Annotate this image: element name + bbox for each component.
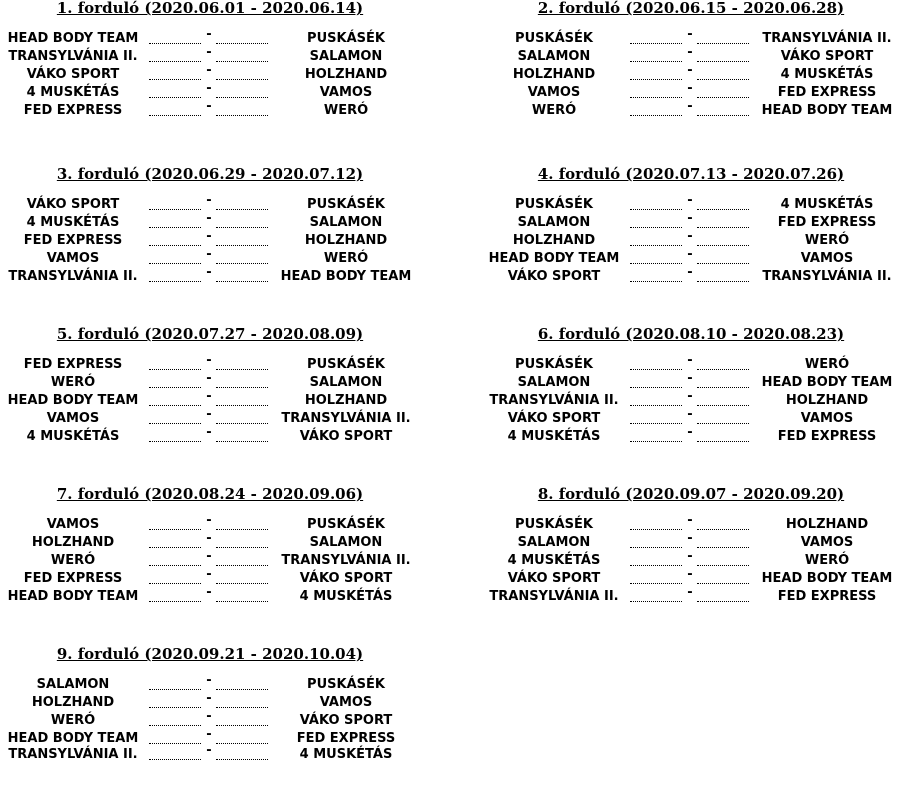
home-score-field bbox=[149, 209, 201, 210]
home-score-field bbox=[630, 97, 682, 98]
away-team: TRANSYLVÁNIA II. bbox=[762, 31, 892, 46]
home-score-field bbox=[149, 245, 201, 246]
home-score-field bbox=[630, 115, 682, 116]
home-score-field bbox=[630, 547, 682, 548]
home-score-field bbox=[149, 281, 201, 282]
home-team: HOLZHAND bbox=[512, 67, 596, 82]
round-9 bbox=[0, 646, 440, 786]
round-3 bbox=[0, 166, 440, 306]
home-score-field bbox=[149, 689, 201, 690]
home-score-field bbox=[149, 263, 201, 264]
home-score-field bbox=[149, 529, 201, 530]
away-score-field bbox=[216, 115, 268, 116]
home-score-field bbox=[149, 227, 201, 228]
round-title: 8. forduló (2020.09.07 - 2020.09.20) bbox=[537, 485, 845, 503]
home-team: 4 MUSKÉTÁS bbox=[26, 85, 120, 100]
score-separator: - bbox=[687, 549, 693, 564]
away-score-field bbox=[697, 263, 749, 264]
away-score-field bbox=[697, 583, 749, 584]
home-score-field bbox=[630, 405, 682, 406]
away-score-field bbox=[216, 405, 268, 406]
score-separator: - bbox=[687, 425, 693, 440]
match-row bbox=[0, 353, 440, 374]
home-team: FED EXPRESS bbox=[23, 103, 123, 118]
home-team: VÁKO SPORT bbox=[26, 197, 120, 212]
away-team: SALAMON bbox=[309, 215, 383, 230]
round-2 bbox=[481, 0, 898, 140]
away-score-field bbox=[216, 43, 268, 44]
score-separator: - bbox=[206, 549, 212, 564]
away-team: TRANSYLVÁNIA II. bbox=[281, 553, 411, 568]
home-score-field bbox=[630, 79, 682, 80]
away-score-field bbox=[697, 387, 749, 388]
away-score-field bbox=[216, 547, 268, 548]
away-team: HEAD BODY TEAM bbox=[761, 103, 893, 118]
away-team: PUSKÁSÉK bbox=[307, 517, 385, 532]
away-team: HOLZHAND bbox=[785, 517, 869, 532]
away-team: HEAD BODY TEAM bbox=[761, 571, 893, 586]
home-team: HOLZHAND bbox=[31, 535, 115, 550]
score-separator: - bbox=[206, 531, 212, 546]
away-team: HOLZHAND bbox=[785, 393, 869, 408]
home-team: HEAD BODY TEAM bbox=[7, 589, 139, 604]
score-separator: - bbox=[687, 45, 693, 60]
score-separator: - bbox=[206, 513, 212, 528]
score-separator: - bbox=[687, 247, 693, 262]
home-score-field bbox=[149, 565, 201, 566]
home-team: SALAMON bbox=[517, 375, 591, 390]
away-team: TRANSYLVÁNIA II. bbox=[281, 411, 411, 426]
round-4 bbox=[481, 166, 898, 306]
score-separator: - bbox=[206, 425, 212, 440]
away-team: 4 MUSKÉTÁS bbox=[780, 67, 874, 82]
home-score-field bbox=[630, 565, 682, 566]
match-row bbox=[0, 691, 440, 712]
score-separator: - bbox=[687, 567, 693, 582]
home-team: TRANSYLVÁNIA II. bbox=[8, 49, 138, 64]
home-score-field bbox=[630, 43, 682, 44]
score-separator: - bbox=[687, 531, 693, 546]
score-separator: - bbox=[206, 265, 212, 280]
away-team: TRANSYLVÁNIA II. bbox=[762, 269, 892, 284]
away-team: FED EXPRESS bbox=[296, 731, 396, 746]
away-score-field bbox=[216, 97, 268, 98]
home-score-field bbox=[149, 97, 201, 98]
home-team: 4 MUSKÉTÁS bbox=[26, 429, 120, 444]
score-separator: - bbox=[687, 585, 693, 600]
score-separator: - bbox=[206, 247, 212, 262]
away-score-field bbox=[697, 369, 749, 370]
home-team: HEAD BODY TEAM bbox=[7, 31, 139, 46]
match-row bbox=[0, 673, 440, 694]
score-separator: - bbox=[206, 389, 212, 404]
match-row bbox=[0, 81, 440, 102]
away-score-field bbox=[697, 61, 749, 62]
away-score-field bbox=[216, 441, 268, 442]
home-team: 4 MUSKÉTÁS bbox=[507, 429, 601, 444]
score-separator: - bbox=[206, 63, 212, 78]
score-separator: - bbox=[687, 81, 693, 96]
home-score-field bbox=[149, 743, 201, 744]
home-score-field bbox=[149, 387, 201, 388]
home-team: PUSKÁSÉK bbox=[515, 357, 593, 372]
away-team: HOLZHAND bbox=[304, 233, 388, 248]
away-score-field bbox=[697, 281, 749, 282]
away-team: VÁKO SPORT bbox=[299, 429, 393, 444]
home-team: FED EXPRESS bbox=[23, 571, 123, 586]
round-title: 4. forduló (2020.07.13 - 2020.07.26) bbox=[537, 165, 845, 183]
score-separator: - bbox=[687, 193, 693, 208]
round-5 bbox=[0, 326, 440, 466]
away-score-field bbox=[216, 387, 268, 388]
away-team: WERÓ bbox=[804, 357, 850, 372]
score-separator: - bbox=[206, 27, 212, 42]
home-team: PUSKÁSÉK bbox=[515, 197, 593, 212]
away-team: VÁKO SPORT bbox=[299, 713, 393, 728]
away-team: 4 MUSKÉTÁS bbox=[299, 747, 393, 762]
home-score-field bbox=[149, 547, 201, 548]
score-separator: - bbox=[206, 81, 212, 96]
match-row bbox=[0, 265, 440, 286]
home-score-field bbox=[630, 227, 682, 228]
home-score-field bbox=[630, 529, 682, 530]
score-separator: - bbox=[687, 407, 693, 422]
home-team: VAMOS bbox=[46, 251, 100, 266]
match-row bbox=[0, 99, 440, 120]
home-score-field bbox=[630, 281, 682, 282]
match-row bbox=[0, 709, 440, 730]
round-6 bbox=[481, 326, 898, 466]
home-team: SALAMON bbox=[517, 535, 591, 550]
home-team: VÁKO SPORT bbox=[507, 571, 601, 586]
home-team: VAMOS bbox=[46, 517, 100, 532]
home-score-field bbox=[149, 441, 201, 442]
away-score-field bbox=[216, 759, 268, 760]
score-separator: - bbox=[206, 727, 212, 742]
away-score-field bbox=[216, 227, 268, 228]
home-score-field bbox=[149, 759, 201, 760]
away-team: PUSKÁSÉK bbox=[307, 357, 385, 372]
away-score-field bbox=[697, 547, 749, 548]
home-score-field bbox=[630, 423, 682, 424]
round-title: 3. forduló (2020.06.29 - 2020.07.12) bbox=[56, 165, 364, 183]
score-separator: - bbox=[206, 585, 212, 600]
away-score-field bbox=[216, 369, 268, 370]
score-separator: - bbox=[206, 743, 212, 758]
round-title: 2. forduló (2020.06.15 - 2020.06.28) bbox=[537, 0, 845, 17]
score-separator: - bbox=[206, 709, 212, 724]
away-score-field bbox=[216, 61, 268, 62]
score-separator: - bbox=[687, 99, 693, 114]
away-score-field bbox=[697, 529, 749, 530]
home-score-field bbox=[149, 583, 201, 584]
match-row bbox=[0, 63, 440, 84]
score-separator: - bbox=[687, 229, 693, 244]
away-team: PUSKÁSÉK bbox=[307, 677, 385, 692]
match-row bbox=[0, 549, 440, 570]
score-separator: - bbox=[206, 193, 212, 208]
away-score-field bbox=[697, 601, 749, 602]
home-team: TRANSYLVÁNIA II. bbox=[489, 589, 619, 604]
score-separator: - bbox=[687, 27, 693, 42]
away-score-field bbox=[216, 601, 268, 602]
match-row bbox=[481, 425, 898, 446]
home-team: SALAMON bbox=[517, 215, 591, 230]
home-score-field bbox=[149, 369, 201, 370]
home-score-field bbox=[149, 601, 201, 602]
away-score-field bbox=[216, 263, 268, 264]
match-row bbox=[0, 229, 440, 250]
away-score-field bbox=[216, 725, 268, 726]
away-score-field bbox=[216, 583, 268, 584]
away-score-field bbox=[216, 707, 268, 708]
away-team: SALAMON bbox=[309, 49, 383, 64]
away-team: PUSKÁSÉK bbox=[307, 197, 385, 212]
away-team: WERÓ bbox=[323, 251, 369, 266]
away-team: VÁKO SPORT bbox=[780, 49, 874, 64]
home-team: WERÓ bbox=[531, 103, 577, 118]
home-score-field bbox=[149, 61, 201, 62]
match-row bbox=[0, 45, 440, 66]
home-score-field bbox=[630, 209, 682, 210]
round-title: 6. forduló (2020.08.10 - 2020.08.23) bbox=[537, 325, 845, 343]
score-separator: - bbox=[206, 211, 212, 226]
away-team: HEAD BODY TEAM bbox=[761, 375, 893, 390]
home-score-field bbox=[630, 441, 682, 442]
home-team: SALAMON bbox=[517, 49, 591, 64]
away-team: WERÓ bbox=[804, 233, 850, 248]
home-team: SALAMON bbox=[36, 677, 110, 692]
home-score-field bbox=[630, 601, 682, 602]
away-team: FED EXPRESS bbox=[777, 85, 877, 100]
away-team: HEAD BODY TEAM bbox=[280, 269, 412, 284]
away-team: WERÓ bbox=[804, 553, 850, 568]
home-team: HEAD BODY TEAM bbox=[7, 393, 139, 408]
home-team: HOLZHAND bbox=[512, 233, 596, 248]
score-separator: - bbox=[206, 371, 212, 386]
away-score-field bbox=[216, 423, 268, 424]
away-team: FED EXPRESS bbox=[777, 429, 877, 444]
away-team: VÁKO SPORT bbox=[299, 571, 393, 586]
away-score-field bbox=[697, 115, 749, 116]
away-team: VAMOS bbox=[800, 251, 854, 266]
home-score-field bbox=[149, 707, 201, 708]
away-team: VAMOS bbox=[319, 85, 373, 100]
home-score-field bbox=[149, 115, 201, 116]
match-row bbox=[0, 567, 440, 588]
home-team: TRANSYLVÁNIA II. bbox=[8, 747, 138, 762]
match-row bbox=[0, 425, 440, 446]
round-title: 5. forduló (2020.07.27 - 2020.08.09) bbox=[56, 325, 364, 343]
score-separator: - bbox=[687, 63, 693, 78]
score-separator: - bbox=[206, 407, 212, 422]
home-score-field bbox=[149, 79, 201, 80]
home-score-field bbox=[149, 43, 201, 44]
match-row bbox=[0, 513, 440, 534]
home-team: HEAD BODY TEAM bbox=[488, 251, 620, 266]
away-score-field bbox=[697, 423, 749, 424]
away-team: HOLZHAND bbox=[304, 67, 388, 82]
home-team: 4 MUSKÉTÁS bbox=[507, 553, 601, 568]
round-1 bbox=[0, 0, 440, 140]
home-team: VAMOS bbox=[46, 411, 100, 426]
score-separator: - bbox=[687, 389, 693, 404]
away-score-field bbox=[697, 565, 749, 566]
away-team: SALAMON bbox=[309, 535, 383, 550]
home-score-field bbox=[630, 387, 682, 388]
home-score-field bbox=[630, 245, 682, 246]
match-row bbox=[0, 531, 440, 552]
away-score-field bbox=[697, 43, 749, 44]
home-team: PUSKÁSÉK bbox=[515, 31, 593, 46]
away-score-field bbox=[216, 79, 268, 80]
match-row bbox=[481, 585, 898, 606]
away-score-field bbox=[216, 565, 268, 566]
away-team: FED EXPRESS bbox=[777, 589, 877, 604]
away-score-field bbox=[697, 97, 749, 98]
score-separator: - bbox=[206, 567, 212, 582]
away-team: HOLZHAND bbox=[304, 393, 388, 408]
score-separator: - bbox=[687, 265, 693, 280]
score-separator: - bbox=[206, 673, 212, 688]
home-score-field bbox=[630, 583, 682, 584]
home-team: WERÓ bbox=[50, 375, 96, 390]
away-score-field bbox=[697, 441, 749, 442]
score-separator: - bbox=[206, 353, 212, 368]
match-row bbox=[0, 27, 440, 48]
away-score-field bbox=[216, 245, 268, 246]
home-score-field bbox=[149, 423, 201, 424]
home-team: HEAD BODY TEAM bbox=[7, 731, 139, 746]
match-row bbox=[0, 389, 440, 410]
round-7 bbox=[0, 486, 440, 626]
away-team: WERÓ bbox=[323, 103, 369, 118]
round-title: 7. forduló (2020.08.24 - 2020.09.06) bbox=[56, 485, 364, 503]
away-score-field bbox=[216, 689, 268, 690]
away-score-field bbox=[216, 743, 268, 744]
match-row bbox=[0, 585, 440, 606]
away-score-field bbox=[697, 227, 749, 228]
home-team: VAMOS bbox=[527, 85, 581, 100]
home-team: WERÓ bbox=[50, 713, 96, 728]
match-row bbox=[0, 371, 440, 392]
home-team: PUSKÁSÉK bbox=[515, 517, 593, 532]
home-score-field bbox=[630, 61, 682, 62]
score-separator: - bbox=[687, 371, 693, 386]
score-separator: - bbox=[206, 229, 212, 244]
match-row bbox=[481, 265, 898, 286]
away-score-field bbox=[697, 79, 749, 80]
round-title: 9. forduló (2020.09.21 - 2020.10.04) bbox=[56, 645, 364, 663]
home-score-field bbox=[149, 405, 201, 406]
away-score-field bbox=[216, 529, 268, 530]
match-row bbox=[0, 743, 440, 764]
away-team: SALAMON bbox=[309, 375, 383, 390]
home-score-field bbox=[149, 725, 201, 726]
match-row bbox=[0, 193, 440, 214]
home-team: FED EXPRESS bbox=[23, 357, 123, 372]
match-row bbox=[481, 99, 898, 120]
away-team: FED EXPRESS bbox=[777, 215, 877, 230]
away-team: 4 MUSKÉTÁS bbox=[780, 197, 874, 212]
score-separator: - bbox=[687, 353, 693, 368]
away-team: PUSKÁSÉK bbox=[307, 31, 385, 46]
match-row bbox=[0, 247, 440, 268]
away-score-field bbox=[697, 245, 749, 246]
away-score-field bbox=[216, 281, 268, 282]
away-score-field bbox=[216, 209, 268, 210]
home-score-field bbox=[630, 369, 682, 370]
home-team: 4 MUSKÉTÁS bbox=[26, 215, 120, 230]
match-row bbox=[0, 211, 440, 232]
home-team: VÁKO SPORT bbox=[507, 269, 601, 284]
round-8 bbox=[481, 486, 898, 626]
round-title: 1. forduló (2020.06.01 - 2020.06.14) bbox=[56, 0, 364, 17]
away-team: VAMOS bbox=[800, 535, 854, 550]
home-team: TRANSYLVÁNIA II. bbox=[489, 393, 619, 408]
score-separator: - bbox=[687, 513, 693, 528]
home-team: TRANSYLVÁNIA II. bbox=[8, 269, 138, 284]
away-score-field bbox=[697, 209, 749, 210]
home-team: WERÓ bbox=[50, 553, 96, 568]
home-team: FED EXPRESS bbox=[23, 233, 123, 248]
away-team: 4 MUSKÉTÁS bbox=[299, 589, 393, 604]
score-separator: - bbox=[206, 99, 212, 114]
home-team: HOLZHAND bbox=[31, 695, 115, 710]
away-team: VAMOS bbox=[319, 695, 373, 710]
score-separator: - bbox=[206, 45, 212, 60]
match-row bbox=[0, 407, 440, 428]
home-score-field bbox=[630, 263, 682, 264]
away-score-field bbox=[697, 405, 749, 406]
home-team: VÁKO SPORT bbox=[507, 411, 601, 426]
away-team: VAMOS bbox=[800, 411, 854, 426]
score-separator: - bbox=[687, 211, 693, 226]
score-separator: - bbox=[206, 691, 212, 706]
home-team: VÁKO SPORT bbox=[26, 67, 120, 82]
